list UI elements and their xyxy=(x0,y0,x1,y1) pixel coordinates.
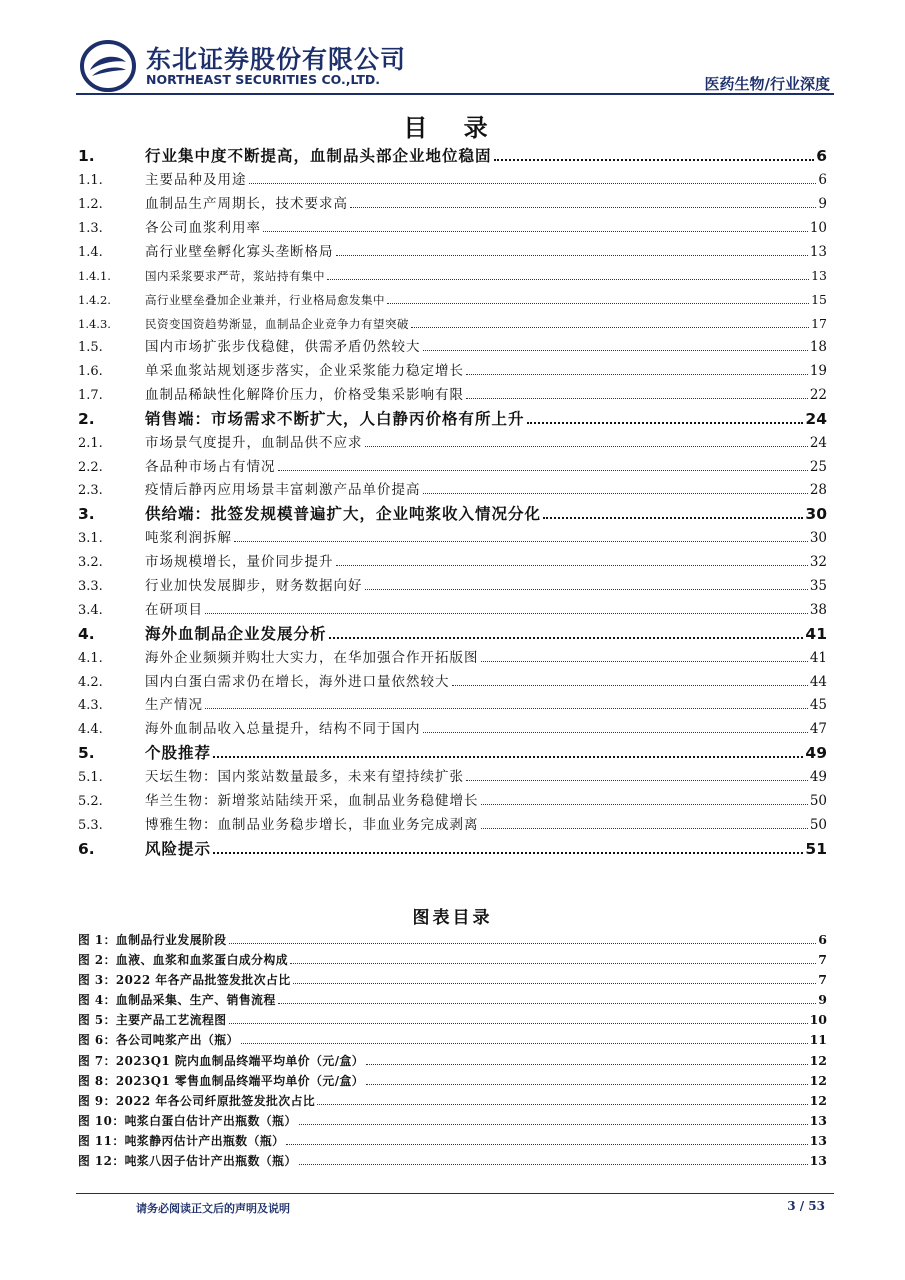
toc-entry-title: 风险提示 xyxy=(145,839,212,858)
dot-leader xyxy=(299,1164,808,1165)
toc-entry-number: 1.7. xyxy=(78,387,103,403)
page-header xyxy=(0,0,905,100)
toc-entry-page: 51 xyxy=(805,839,827,858)
figure-entry-page: 12 xyxy=(809,1092,827,1108)
dot-leader xyxy=(481,828,808,829)
footer-divider xyxy=(76,1193,834,1194)
toc-entry-title: 销售端：市场需求不断扩大，人白静丙价格有所上升 xyxy=(145,409,525,428)
toc-entry-number: 1.4.1. xyxy=(78,269,111,284)
toc-entry-number: 4.3. xyxy=(78,698,103,714)
figure-entry-title: 图 9：2022 年各公司纤原批签发批次占比 xyxy=(78,1093,316,1108)
toc-entry-title: 天坛生物：国内浆站数量最多，未来有望持续扩张 xyxy=(145,769,464,786)
toc-entry[interactable] xyxy=(78,790,827,814)
toc-entry[interactable] xyxy=(78,169,827,193)
toc-entry-page: 13 xyxy=(811,268,827,284)
toc-entry[interactable] xyxy=(78,384,827,408)
figure-entry-title: 图 6：各公司吨浆产出（瓶） xyxy=(78,1033,239,1048)
dot-leader xyxy=(336,565,808,566)
dot-leader xyxy=(213,756,803,758)
figure-entry-title: 图 10：吨浆白蛋白估计产出瓶数（瓶） xyxy=(78,1113,297,1128)
dot-leader xyxy=(366,1084,807,1085)
toc-entry[interactable] xyxy=(78,838,827,862)
dot-leader xyxy=(205,613,808,614)
toc-entry[interactable] xyxy=(78,479,827,503)
toc-entry-title: 博雅生物：血制品业务稳步增长，非血业务完成剥离 xyxy=(145,816,479,833)
toc-entry-page: 10 xyxy=(809,219,827,236)
figures-list-title: 图表目录 xyxy=(412,908,493,928)
figure-entry[interactable] xyxy=(78,1030,827,1050)
figure-entry-page: 13 xyxy=(809,1153,827,1169)
toc-entry-page: 13 xyxy=(809,243,827,260)
figure-entry-title: 图 5：主要产品工艺流程图 xyxy=(78,1013,227,1028)
toc-entry[interactable] xyxy=(78,241,827,265)
toc-entry-page: 32 xyxy=(809,554,827,571)
toc-entry-title: 血制品生产周期长，技术要求高 xyxy=(145,195,348,212)
toc-entry[interactable] xyxy=(78,336,827,360)
toc-entry[interactable] xyxy=(78,623,827,647)
toc-entry[interactable] xyxy=(78,742,827,766)
toc-entry-page: 22 xyxy=(809,386,827,403)
figure-entry-title: 图 3：2022 年各产品批签发批次占比 xyxy=(78,973,291,988)
figure-entry-title: 图 4：血制品采集、生产、销售流程 xyxy=(78,993,276,1008)
toc-entry[interactable] xyxy=(78,527,827,551)
toc-entry-page: 35 xyxy=(809,578,827,595)
toc-entry-number: 6. xyxy=(78,839,95,858)
figure-entry[interactable] xyxy=(78,930,827,950)
toc-entry-number: 3. xyxy=(78,505,95,524)
company-logo-icon xyxy=(80,40,136,92)
dot-leader xyxy=(527,422,804,424)
figure-entry-page: 13 xyxy=(809,1132,827,1148)
toc-entry-page: 41 xyxy=(809,649,827,666)
toc-entry-number: 3.3. xyxy=(78,579,103,595)
toc-entry-number: 2. xyxy=(78,409,95,428)
toc-entry-page: 15 xyxy=(811,292,827,308)
dot-leader xyxy=(317,1104,807,1105)
dot-leader xyxy=(423,732,808,733)
dot-leader xyxy=(366,1064,807,1065)
toc-entry-title: 行业集中度不断提高，血制品头部企业地位稳固 xyxy=(145,147,492,165)
toc-entry-page: 44 xyxy=(809,673,827,690)
toc-entry-title: 主要品种及用途 xyxy=(145,171,247,188)
figure-entry-title: 图 11：吨浆静丙估计产出瓶数（瓶） xyxy=(78,1133,285,1148)
dot-leader xyxy=(290,963,816,964)
dot-leader xyxy=(286,1144,807,1145)
figures-list xyxy=(78,930,827,1171)
toc-entry[interactable] xyxy=(78,288,827,312)
toc-entry-number: 3.4. xyxy=(78,602,103,618)
toc-entry[interactable] xyxy=(78,408,827,432)
dot-leader xyxy=(543,517,803,519)
figure-entry-page: 10 xyxy=(809,1012,827,1028)
toc-entry-number: 4.4. xyxy=(78,722,103,738)
figure-entry-title: 图 1：血制品行业发展阶段 xyxy=(78,933,227,947)
figure-entry-title: 图 2：血液、血浆和血浆蛋白成分构成 xyxy=(78,953,289,968)
toc-entry-page: 50 xyxy=(809,793,827,810)
toc-title: 目 录 xyxy=(403,114,502,142)
figure-entry-page: 13 xyxy=(809,1112,827,1128)
toc-entry[interactable] xyxy=(78,360,827,384)
toc-entry-title: 海外血制品收入总量提升，结构不同于国内 xyxy=(145,721,421,738)
footer-disclaimer: 请务必阅读正文后的声明及说明 xyxy=(136,1202,290,1215)
toc-entry-page: 30 xyxy=(809,530,827,547)
toc-entry-page: 45 xyxy=(809,697,827,714)
toc-entry-number: 4.2. xyxy=(78,674,103,690)
toc-entry[interactable] xyxy=(78,264,827,288)
figure-entry-page: 6 xyxy=(818,932,827,947)
toc-entry-number: 4.1. xyxy=(78,650,103,666)
dot-leader xyxy=(336,255,808,256)
toc-entry-title: 国内白蛋白需求仍在增长，海外进口量依然较大 xyxy=(145,673,450,690)
report-category: 医药生物/行业深度 xyxy=(704,75,830,93)
toc-entry-page: 50 xyxy=(809,816,827,833)
toc-entry-title: 生产情况 xyxy=(145,697,203,714)
figure-entry[interactable] xyxy=(78,1051,827,1071)
dot-leader xyxy=(299,1124,808,1125)
company-name-cn: 东北证券股份有限公司 xyxy=(146,45,407,74)
toc-entry-title: 在研项目 xyxy=(145,601,203,618)
toc-entry-page: 24 xyxy=(809,434,827,451)
dot-leader xyxy=(365,446,808,447)
toc-entry-number: 1.4.3. xyxy=(78,317,111,332)
dot-leader xyxy=(423,350,808,351)
toc-entry-number: 5.2. xyxy=(78,794,103,810)
toc-entry[interactable] xyxy=(78,503,827,527)
toc-entry[interactable] xyxy=(78,456,827,480)
figure-entry[interactable] xyxy=(78,1111,827,1131)
figure-entry-title: 图 8：2023Q1 零售血制品终端平均单价（元/盒） xyxy=(78,1073,365,1088)
toc-entry-page: 24 xyxy=(805,409,827,428)
dot-leader xyxy=(387,303,809,304)
toc-entry[interactable] xyxy=(78,718,827,742)
toc-entry-page: 28 xyxy=(809,482,827,499)
dot-leader xyxy=(327,279,809,280)
toc-entry-title: 吨浆利润拆解 xyxy=(145,530,232,547)
dot-leader xyxy=(241,1043,808,1044)
figure-entry[interactable] xyxy=(78,950,827,970)
dot-leader xyxy=(481,661,808,662)
toc-entry-page: 9 xyxy=(818,195,827,212)
toc-entry[interactable] xyxy=(78,671,827,695)
toc-entry-page: 41 xyxy=(805,624,827,643)
toc-entry-number: 5.3. xyxy=(78,817,103,833)
figure-entry[interactable] xyxy=(78,1091,827,1111)
toc-entry-page: 6 xyxy=(818,171,827,188)
dot-leader xyxy=(466,374,808,375)
toc-entry-title: 各公司血浆利用率 xyxy=(145,219,261,236)
toc-entry-title: 各品种市场占有情况 xyxy=(145,458,276,475)
toc-entry[interactable] xyxy=(78,694,827,718)
toc-entry-title: 疫情后静丙应用场景丰富刺激产品单价提高 xyxy=(145,482,421,499)
dot-leader xyxy=(350,207,816,208)
toc-entry-number: 1.2. xyxy=(78,196,103,212)
dot-leader xyxy=(205,708,808,709)
toc-entry-page: 25 xyxy=(809,458,827,475)
toc-entry-page: 19 xyxy=(809,363,827,380)
toc-entry-number: 5.1. xyxy=(78,770,103,786)
dot-leader xyxy=(234,541,808,542)
toc-entry-page: 18 xyxy=(809,339,827,356)
toc-entry-title: 国内采浆要求严苛，浆站持有集中 xyxy=(145,269,325,284)
header-divider xyxy=(76,93,834,95)
dot-leader xyxy=(494,159,815,161)
toc-entry-page: 49 xyxy=(809,769,827,786)
figure-entry[interactable] xyxy=(78,1151,827,1171)
figure-entry-page: 12 xyxy=(809,1072,827,1088)
toc-entry-number: 1.4.2. xyxy=(78,293,111,308)
dot-leader xyxy=(452,685,808,686)
toc-entry-number: 3.1. xyxy=(78,531,103,547)
toc-entry-number: 1.6. xyxy=(78,364,103,380)
toc-entry-number: 3.2. xyxy=(78,555,103,571)
toc-entry-title: 国内市场扩张步伐稳健，供需矛盾仍然较大 xyxy=(145,339,421,356)
dot-leader xyxy=(229,943,817,944)
table-of-contents xyxy=(78,145,827,862)
company-name-en: NORTHEAST SECURITIES CO.,LTD. xyxy=(146,72,381,87)
toc-entry[interactable] xyxy=(78,766,827,790)
toc-entry-number: 2.2. xyxy=(78,459,103,475)
dot-leader xyxy=(365,589,808,590)
figure-entry[interactable] xyxy=(78,1071,827,1091)
figure-entry-title: 图 12：吨浆八因子估计产出瓶数（瓶） xyxy=(78,1154,297,1169)
dot-leader xyxy=(229,1023,808,1024)
figure-entry-page: 9 xyxy=(818,992,827,1008)
toc-entry-number: 2.1. xyxy=(78,435,103,451)
figure-entry[interactable] xyxy=(78,990,827,1010)
dot-leader xyxy=(278,1003,817,1004)
dot-leader xyxy=(249,183,817,184)
toc-entry[interactable] xyxy=(78,312,827,336)
dot-leader xyxy=(411,327,809,328)
dot-leader xyxy=(263,231,808,232)
toc-entry-page: 47 xyxy=(809,721,827,738)
dot-leader xyxy=(466,398,808,399)
toc-entry-page: 6 xyxy=(816,147,827,165)
dot-leader xyxy=(213,852,803,854)
toc-entry[interactable] xyxy=(78,814,827,838)
dot-leader xyxy=(466,780,808,781)
toc-entry[interactable] xyxy=(78,217,827,241)
page-number: 3 / 53 xyxy=(787,1199,825,1213)
toc-entry-title: 高行业壁垒孵化寡头垄断格局 xyxy=(145,243,334,260)
figure-entry[interactable] xyxy=(78,1010,827,1030)
toc-entry-number: 2.3. xyxy=(78,483,103,499)
dot-leader xyxy=(278,470,808,471)
toc-entry-number: 5. xyxy=(78,744,95,763)
toc-entry-title: 单采血浆站规划逐步落实，企业采浆能力稳定增长 xyxy=(145,363,464,380)
toc-entry-title: 华兰生物：新增浆站陆续开采，血制品业务稳健增长 xyxy=(145,793,479,810)
toc-entry[interactable] xyxy=(78,193,827,217)
dot-leader xyxy=(423,493,808,494)
dot-leader xyxy=(293,983,817,984)
toc-entry[interactable] xyxy=(78,551,827,575)
toc-entry-page: 49 xyxy=(805,744,827,763)
toc-entry-title: 个股推荐 xyxy=(145,744,212,763)
figure-entry[interactable] xyxy=(78,1131,827,1151)
toc-entry[interactable] xyxy=(78,647,827,671)
toc-entry-title: 海外企业频频并购壮大实力，在华加强合作开拓版图 xyxy=(145,649,479,666)
toc-entry[interactable] xyxy=(78,432,827,456)
figure-entry-page: 11 xyxy=(809,1032,827,1048)
toc-entry[interactable] xyxy=(78,599,827,623)
figure-entry-page: 12 xyxy=(809,1052,827,1068)
dot-leader xyxy=(481,804,808,805)
dot-leader xyxy=(329,637,804,639)
toc-entry-title: 民资变国资趋势渐显，血制品企业竞争力有望突破 xyxy=(145,317,409,332)
toc-entry-title: 行业加快发展脚步，财务数据向好 xyxy=(145,578,363,595)
toc-entry-number: 1.1. xyxy=(78,172,103,188)
toc-entry[interactable] xyxy=(78,575,827,599)
toc-entry[interactable] xyxy=(78,145,827,169)
figure-entry-page: 7 xyxy=(818,952,827,968)
toc-entry-page: 38 xyxy=(809,601,827,618)
toc-entry-title: 市场规模增长，量价同步提升 xyxy=(145,554,334,571)
toc-entry-number: 1.5. xyxy=(78,340,103,356)
toc-entry-title: 供给端：批签发规模普遍扩大，企业吨浆收入情况分化 xyxy=(145,505,542,524)
toc-entry-title: 市场景气度提升，血制品供不应求 xyxy=(145,434,363,451)
toc-entry-number: 1.4. xyxy=(78,244,103,260)
toc-entry-title: 高行业壁垒叠加企业兼并，行业格局愈发集中 xyxy=(145,293,385,308)
figure-entry-page: 7 xyxy=(818,972,827,988)
toc-entry-number: 1. xyxy=(78,147,95,165)
toc-entry-page: 30 xyxy=(805,505,827,524)
figure-entry[interactable] xyxy=(78,970,827,990)
toc-entry-title: 血制品稀缺性化解降价压力，价格受集采影响有限 xyxy=(145,386,464,403)
toc-entry-number: 4. xyxy=(78,624,95,643)
toc-entry-title: 海外血制品企业发展分析 xyxy=(145,624,327,643)
toc-entry-page: 17 xyxy=(811,316,827,332)
toc-entry-number: 1.3. xyxy=(78,220,103,236)
figure-entry-title: 图 7：2023Q1 院内血制品终端平均单价（元/盒） xyxy=(78,1053,365,1068)
